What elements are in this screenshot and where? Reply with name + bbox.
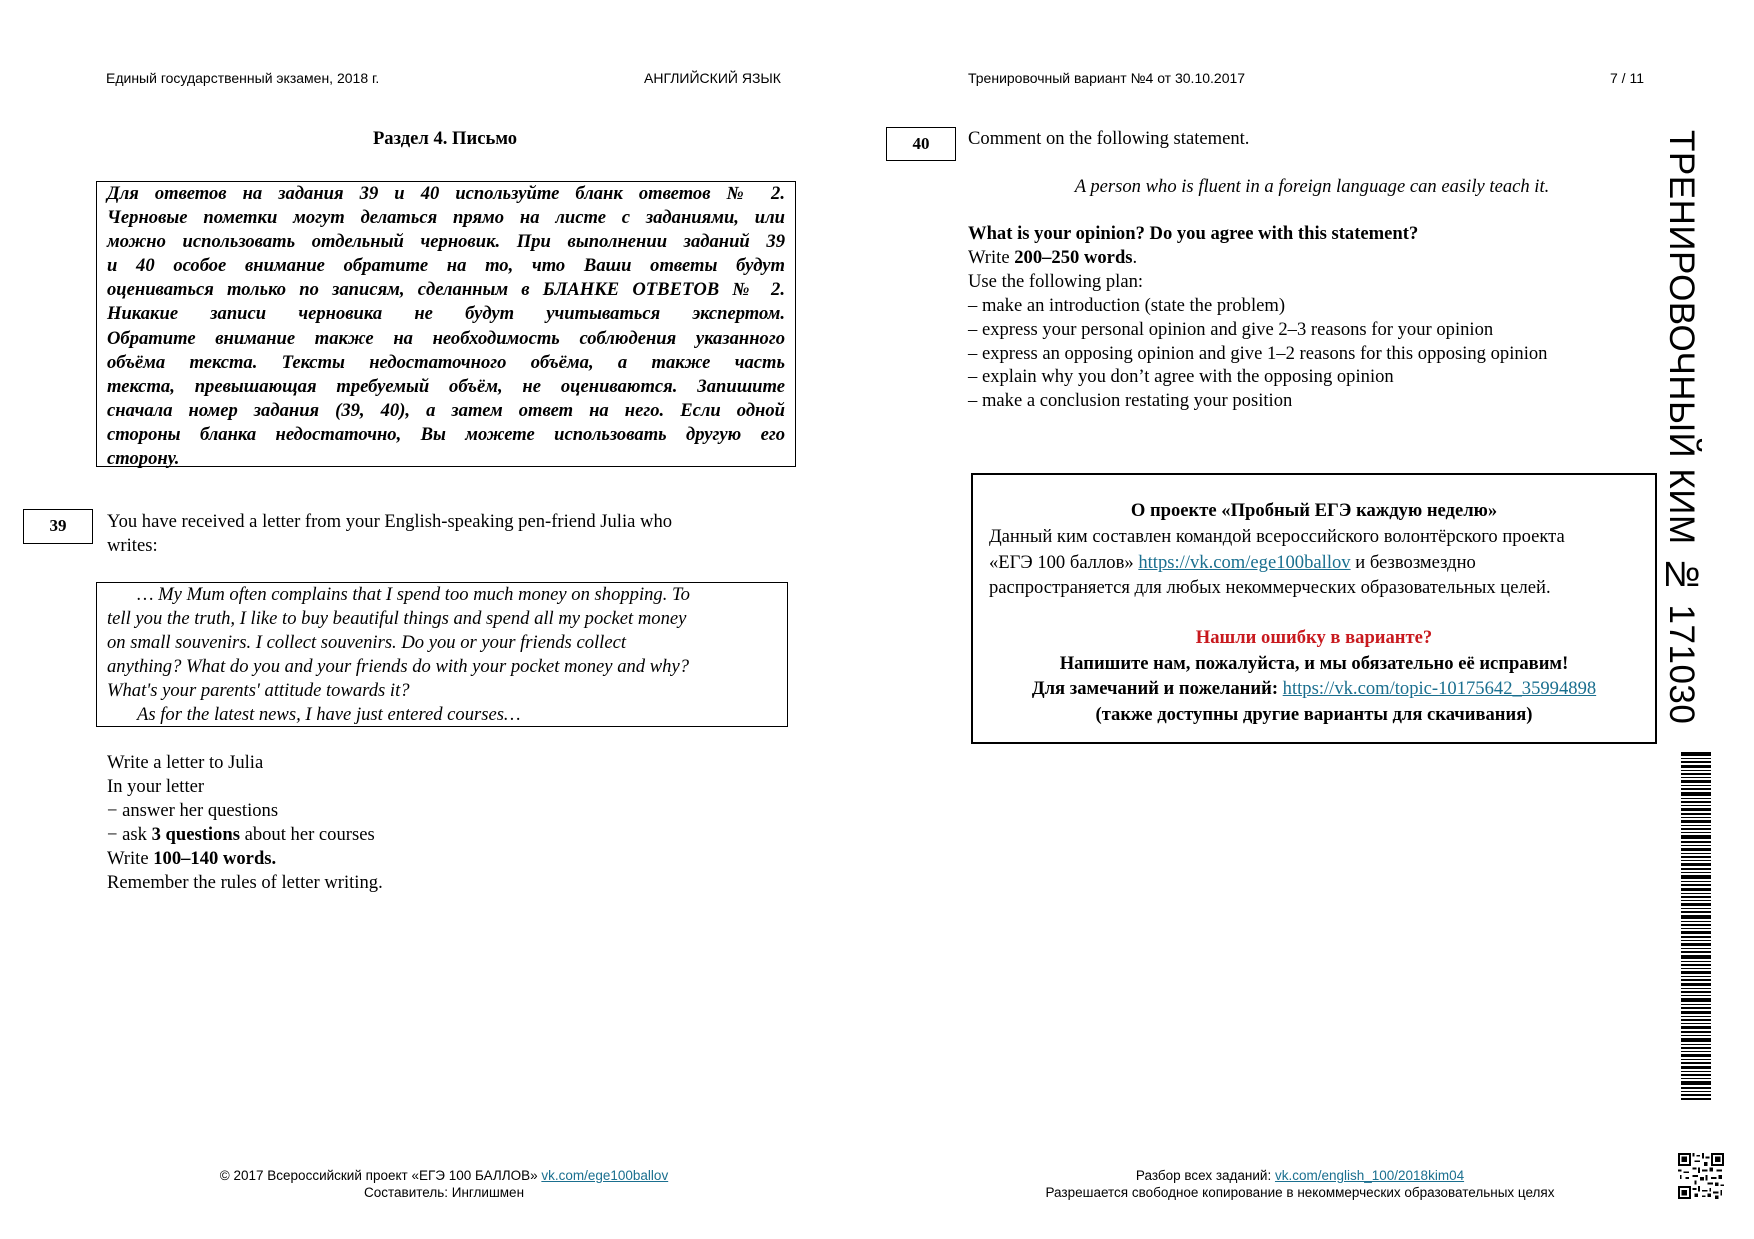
plan-item: – explain why you don’t agree with the opposing opinion (968, 366, 1394, 388)
letter-line: on small souvenirs. I collect souvenirs. Do you or your friends collect (107, 631, 626, 653)
header-exam: Единый государственный экзамен, 2018 г. (106, 70, 380, 86)
feedback-line: Для замечаний и пожеланий: https://vk.com/topic-10175642_35994898 (1031, 678, 1597, 700)
plan-intro: Use the following plan: (968, 270, 1144, 292)
instruction-line: стороны бланка недостаточно, Вы можете использовать другую его (107, 423, 785, 445)
task-39-intro-line: You have received a letter from your English-speaking pen-friend Julia who (107, 511, 673, 532)
header-page-number: 7 / 11 (1610, 70, 1644, 86)
opinion-question: What is your opinion? Do you agree with this statement? (968, 223, 1419, 244)
footer-right: Разбор всех заданий: vk.com/english_100/2018kim04 Разрешается свободное копирование в некоммерческих образовательных целях (1045, 1168, 1555, 1200)
letter-line: … My Mum often complains that I spend too much money on shopping. To (137, 584, 690, 605)
task-40-number: 40 (886, 127, 956, 161)
instruction-line: Никакие записи черновика не будут учитываться экспертом. (107, 303, 785, 325)
project-vk-link[interactable]: https://vk.com/ege100ballov (1138, 551, 1351, 573)
instruction-line: объёма текста. Тексты недостаточного объёма, а также часть (107, 351, 785, 373)
write-us-line: Напишите нам, пожалуйста, и мы обязательно её исправим! (1059, 652, 1569, 674)
section-title: Раздел 4. Письмо (372, 128, 518, 149)
plan-item: – make a conclusion restating your position (968, 390, 1293, 412)
feedback-topic-link[interactable]: https://vk.com/topic-10175642_35994898 (1282, 678, 1597, 700)
requirement-answer: − answer her questions (107, 799, 279, 821)
instruction-line: текста, превышающая требуемый объём, не оцениваются. Запишите (107, 375, 785, 397)
feedback-block (973, 625, 1655, 727)
barcode-icon (1681, 752, 1711, 1100)
task-39-requirements (107, 751, 383, 894)
plan-item: – express an opposing opinion and give 1–2 reasons for this opposing opinion (968, 342, 1548, 364)
letter-line: tell you the truth, I like to buy beautiful things and spend all my pocket money (107, 607, 687, 629)
requirement-ask: − ask 3 questions about her courses (107, 823, 375, 845)
task-40-comment: Comment on the following statement. (968, 128, 1250, 149)
instructions-box (96, 181, 796, 470)
word-count-line: Write 200–250 words. (968, 246, 1138, 268)
other-variants-line: (также доступны другие варианты для скачивания) (1095, 703, 1533, 725)
footer-copy-notice: Разрешается свободное копирование в некоммерческих образовательных целях (1045, 1184, 1555, 1200)
project-description: Данный ким составлен командой всероссийского волонтёрского проекта «ЕГЭ 100 баллов» https://vk.com/ege100ballov и безвозмездно распространяется для любых некоммерческих образовательных целей. (989, 526, 1565, 599)
julia-letter (96, 582, 788, 727)
in-your-letter-line: In your letter (107, 775, 205, 797)
instruction-line: оцениваться только по записям, сделанным в БЛАНКЕ ОТВЕТОВ № 2. (107, 279, 785, 301)
project-info-box (971, 473, 1657, 744)
task-40-statement: A person who is fluent in a foreign language can easily teach it. (1074, 176, 1550, 197)
remember-line: Remember the rules of letter writing. (107, 871, 383, 893)
header-variant: Тренировочный вариант №4 от 30.10.2017 (968, 70, 1246, 86)
task-39-intro-line: writes: (107, 534, 158, 556)
instruction-line: можно использовать отдельный черновик. При выполнении заданий 39 (107, 231, 785, 253)
instruction-line: сторону. (107, 448, 180, 470)
side-kim-label: ТРЕНИРОВОЧНЫЙ КИМ № 171030 (1662, 130, 1701, 725)
footer-author: Составитель: Инглишмен (363, 1184, 525, 1200)
letter-line: As for the latest news, I have just entered courses… (137, 703, 521, 725)
footer-left: © 2017 Всероссийский проект «ЕГЭ 100 БАЛЛОВ» vk.com/ege100ballov Составитель: Инглишмен (219, 1168, 669, 1200)
project-title: О проекте «Пробный ЕГЭ каждую неделю» (1130, 500, 1498, 521)
task-39-intro (107, 510, 672, 558)
instruction-line: Для ответов на задания 39 и 40 используйте бланк ответов № 2. (107, 183, 785, 204)
word-count-line: Write 100–140 words. (107, 847, 277, 869)
instruction-line: Обратите внимание также на необходимость соблюдения указанного (107, 327, 785, 349)
header-subject: АНГЛИЙСКИЙ ЯЗЫК (644, 70, 781, 86)
qr-code-icon (1678, 1153, 1724, 1199)
instruction-line: Черновые пометки могут делаться прямо на листе с заданиями, или (107, 207, 785, 229)
instruction-line: и 40 особое внимание обратите на то, что Ваши ответы будут (107, 255, 785, 277)
footer-analysis-link[interactable]: vk.com/english_100/2018kim04 (1274, 1168, 1465, 1183)
plan-item: – make an introduction (state the problem) (968, 294, 1286, 316)
letter-line: What's your parents' attitude towards it? (107, 679, 410, 701)
error-title: Нашли ошибку в варианте? (1195, 627, 1433, 648)
letter-line: anything? What do you and your friends do with your pocket money and why? (107, 655, 689, 677)
write-to-line: Write a letter to Julia (107, 752, 264, 773)
task-39-number: 39 (23, 509, 93, 544)
plan-item: – express your personal opinion and give 2–3 reasons for your opinion (968, 318, 1494, 340)
task-40-plan (968, 222, 1547, 413)
instruction-line: сначала номер задания (39, 40), а затем ответ на него. Если одной (107, 399, 785, 421)
footer-vk-link[interactable]: vk.com/ege100ballov (541, 1168, 669, 1183)
